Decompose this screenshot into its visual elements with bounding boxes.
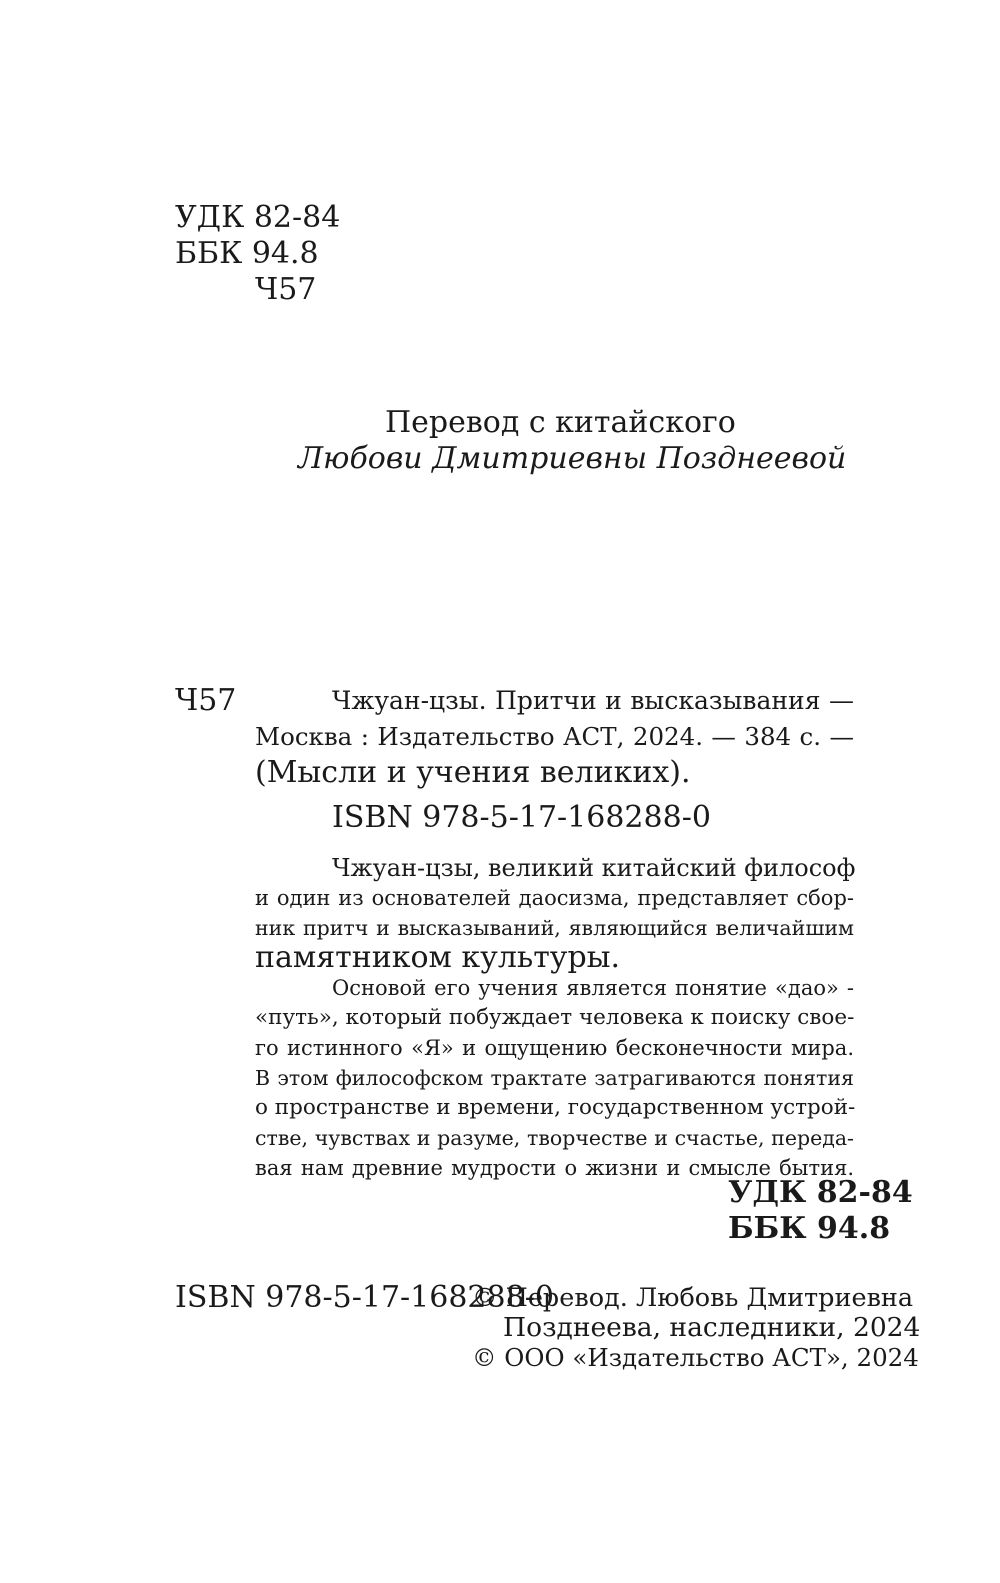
annotation-line-11: вая нам древние мудрости о жизни и смысле бытия.: [255, 1156, 854, 1180]
annotation-line-3: ник притч и высказываний, являющийся величайшим: [255, 916, 854, 940]
copyright-line-3: © ООО «Издательство АСТ», 2024: [472, 1343, 919, 1372]
translation-line: Перевод с китайского: [385, 405, 736, 440]
author-mark-bib: Ч57: [175, 683, 237, 718]
annotation-line-9: о пространстве и времени, государственном устрой-: [255, 1095, 856, 1120]
author-mark-top: Ч57: [255, 272, 317, 307]
annotation-line-4: памятником культуры.: [255, 940, 621, 975]
bib-isbn: ISBN 978-5-17-168288-0: [332, 800, 711, 835]
annotation-line-8: В этом философском трактате затрагиваются понятия: [255, 1066, 854, 1090]
bib-line-1: Чжуан-цзы. Притчи и высказывания —: [332, 686, 854, 715]
annotation-line-7: го истинного «Я» и ощущению бесконечности мира.: [255, 1036, 854, 1060]
bbk-top: ББК 94.8: [175, 236, 319, 271]
copyright-line-2: Позднеева, наследники, 2024: [503, 1312, 921, 1343]
annotation-line-5: Основой его учения является понятие «дао» -: [332, 976, 854, 1000]
udk-bottom: УДК 82-84: [728, 1175, 913, 1210]
annotation-line-1: Чжуан-цзы, великий китайский философ: [332, 854, 856, 882]
bbk-bottom: ББК 94.8: [728, 1211, 891, 1246]
udk-top: УДК 82-84: [175, 200, 341, 235]
copyright-line-1: © Перевод. Любовь Дмитриевна: [472, 1283, 914, 1313]
bib-line-3: (Мысли и учения великих).: [255, 755, 691, 790]
annotation-line-6: «путь», который побуждает человека к поиску свое-: [255, 1005, 855, 1030]
isbn-bottom: ISBN 978-5-17-168288-0: [175, 1280, 554, 1315]
bib-line-2: Москва : Издательство АСТ, 2024. — 384 с. —: [255, 722, 854, 751]
annotation-line-10: стве, чувствах и разуме, творчестве и счастье, переда-: [255, 1126, 854, 1150]
translator-name: Любови Дмитриевны Позднеевой: [298, 441, 847, 476]
annotation-line-2: и один из основателей даосизма, представляет сбор-: [255, 886, 854, 910]
